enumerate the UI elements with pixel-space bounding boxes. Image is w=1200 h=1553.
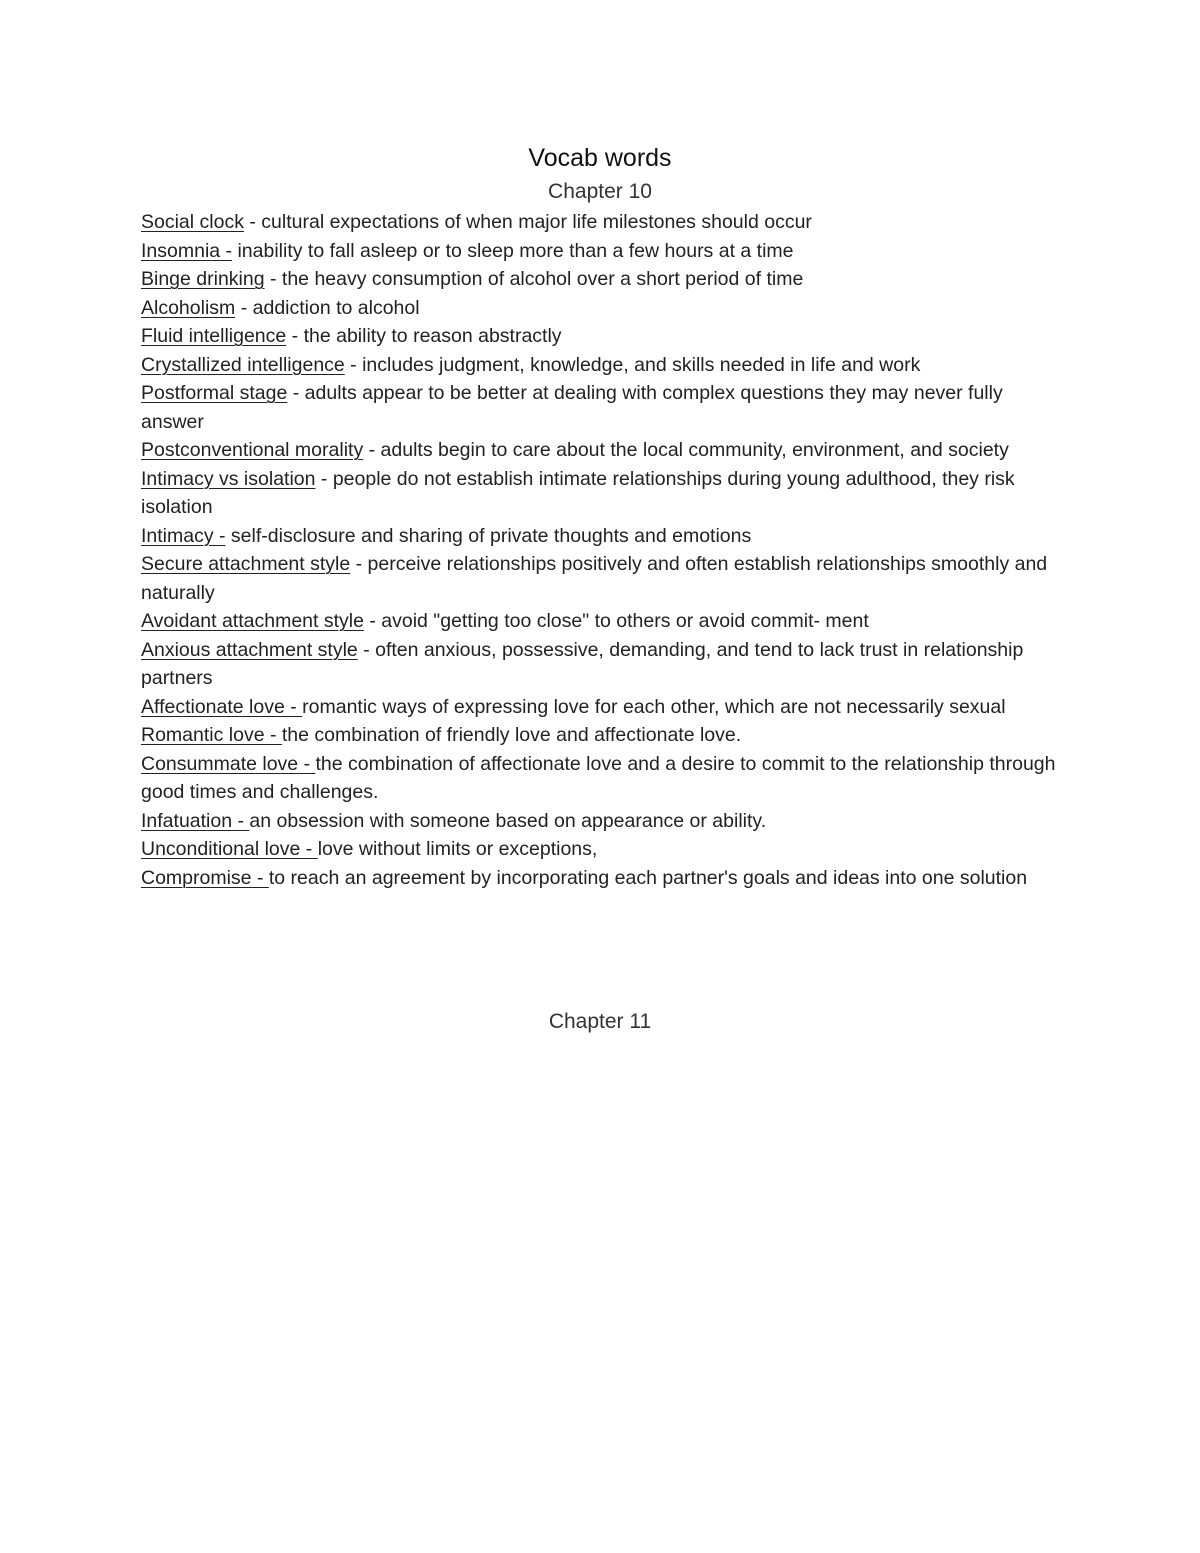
vocab-term: Secure attachment style: [141, 553, 351, 575]
vocab-entry-anxious-attachment-style: [141, 636, 1061, 693]
vocab-term: Unconditional love -: [141, 838, 318, 860]
vocab-entry-postconventional-morality: [141, 436, 1061, 465]
vocab-definition: - cultural expectations of when major life milestones should occur: [243, 211, 812, 233]
vocab-term: Infatuation -: [141, 809, 250, 832]
vocab-term: Postformal stage: [141, 382, 288, 404]
vocab-definition: - adults begin to care about the local community, environment, and society: [363, 439, 1009, 461]
vocab-entry-insomnia: [141, 237, 1061, 266]
vocab-term: Anxious attachment style: [141, 638, 358, 661]
vocab-entry-infatuation: [141, 807, 1061, 836]
vocab-term: Romantic love -: [141, 724, 282, 746]
vocab-definition: romantic ways of expressing love for each other, which are not necessarily sexual: [302, 695, 1006, 718]
vocab-term: Postconventional morality: [141, 439, 364, 461]
vocab-entry-postformal-stage: [141, 379, 1061, 436]
vocab-definition: the combination of affectionate love and a desire to commit to the relationship through good times and challenges.: [141, 752, 1056, 803]
vocab-entry-crystallized-intelligence: [141, 351, 1061, 380]
vocab-term: Compromise -: [141, 866, 269, 889]
vocab-term: Insomnia -: [141, 239, 233, 262]
chapter-10-heading: Chapter 10: [548, 180, 652, 203]
vocab-entry-binge-drinking: [141, 265, 1061, 294]
vocab-definition: - the heavy consumption of alcohol over a short period of time: [264, 268, 804, 290]
vocab-entry-unconditional-love: [141, 835, 1061, 864]
vocab-definition: love without limits or exceptions,: [317, 838, 598, 860]
vocab-entry-compromise: [141, 864, 1061, 893]
vocab-term: Affectionate love -: [141, 695, 303, 718]
vocab-definition: - adults appear to be better at dealing with complex questions they may never fully answer: [141, 382, 1003, 433]
vocab-entry-affectionate-love: [141, 693, 1061, 722]
vocab-term: Consummate love -: [141, 752, 316, 775]
vocab-definition: the combination of friendly love and affectionate love.: [281, 724, 742, 746]
vocab-definition: - the ability to reason abstractly: [286, 325, 562, 347]
vocab-list: [141, 208, 1061, 892]
vocab-term: Social clock: [141, 211, 244, 233]
vocab-entry-consummate-love: [141, 750, 1061, 807]
vocab-definition: - people do not establish intimate relationships during young adulthood, they risk isolation: [141, 467, 1015, 518]
vocab-entry-romantic-love: [141, 721, 1061, 750]
vocab-definition: an obsession with someone based on appearance or ability.: [249, 809, 767, 832]
vocab-entry-intimacy: [141, 522, 1061, 551]
vocab-entry-fluid-intelligence: [141, 322, 1061, 351]
page-title: Vocab words: [528, 144, 672, 172]
vocab-definition: - avoid "getting too close" to others or avoid commit- ment: [363, 610, 869, 632]
vocab-term: Intimacy vs isolation: [141, 467, 316, 490]
vocab-definition: - addiction to alcohol: [235, 296, 420, 319]
vocab-entry-avoidant-attachment-style: [141, 607, 1061, 636]
vocab-term: Crystallized intelligence: [141, 353, 345, 376]
vocab-term: Fluid intelligence: [141, 325, 287, 347]
vocab-definition: inability to fall asleep or to sleep more than a few hours at a time: [232, 239, 794, 262]
vocab-term: Avoidant attachment style: [141, 610, 364, 632]
vocab-entry-social-clock: [141, 208, 1061, 237]
vocab-entry-alcoholism: [141, 294, 1061, 323]
vocab-definition: to reach an agreement by incorporating each partner's goals and ideas into one solution: [268, 866, 1028, 889]
vocab-term: Intimacy -: [141, 524, 226, 547]
vocab-term: Alcoholism: [141, 296, 236, 319]
chapter-11-heading: Chapter 11: [548, 1010, 652, 1033]
vocab-entry-intimacy-vs-isolation: [141, 465, 1061, 522]
vocab-definition: - includes judgment, knowledge, and skills needed in life and work: [344, 353, 921, 376]
vocab-definition: - perceive relationships positively and often establish relationships smoothly and naturally: [141, 553, 1048, 604]
vocab-term: Binge drinking: [141, 268, 265, 290]
vocab-definition: - often anxious, possessive, demanding, and tend to lack trust in relationship partners: [141, 638, 1024, 689]
vocab-entry-secure-attachment-style: [141, 550, 1061, 607]
vocab-definition: self-disclosure and sharing of private thoughts and emotions: [225, 524, 752, 547]
